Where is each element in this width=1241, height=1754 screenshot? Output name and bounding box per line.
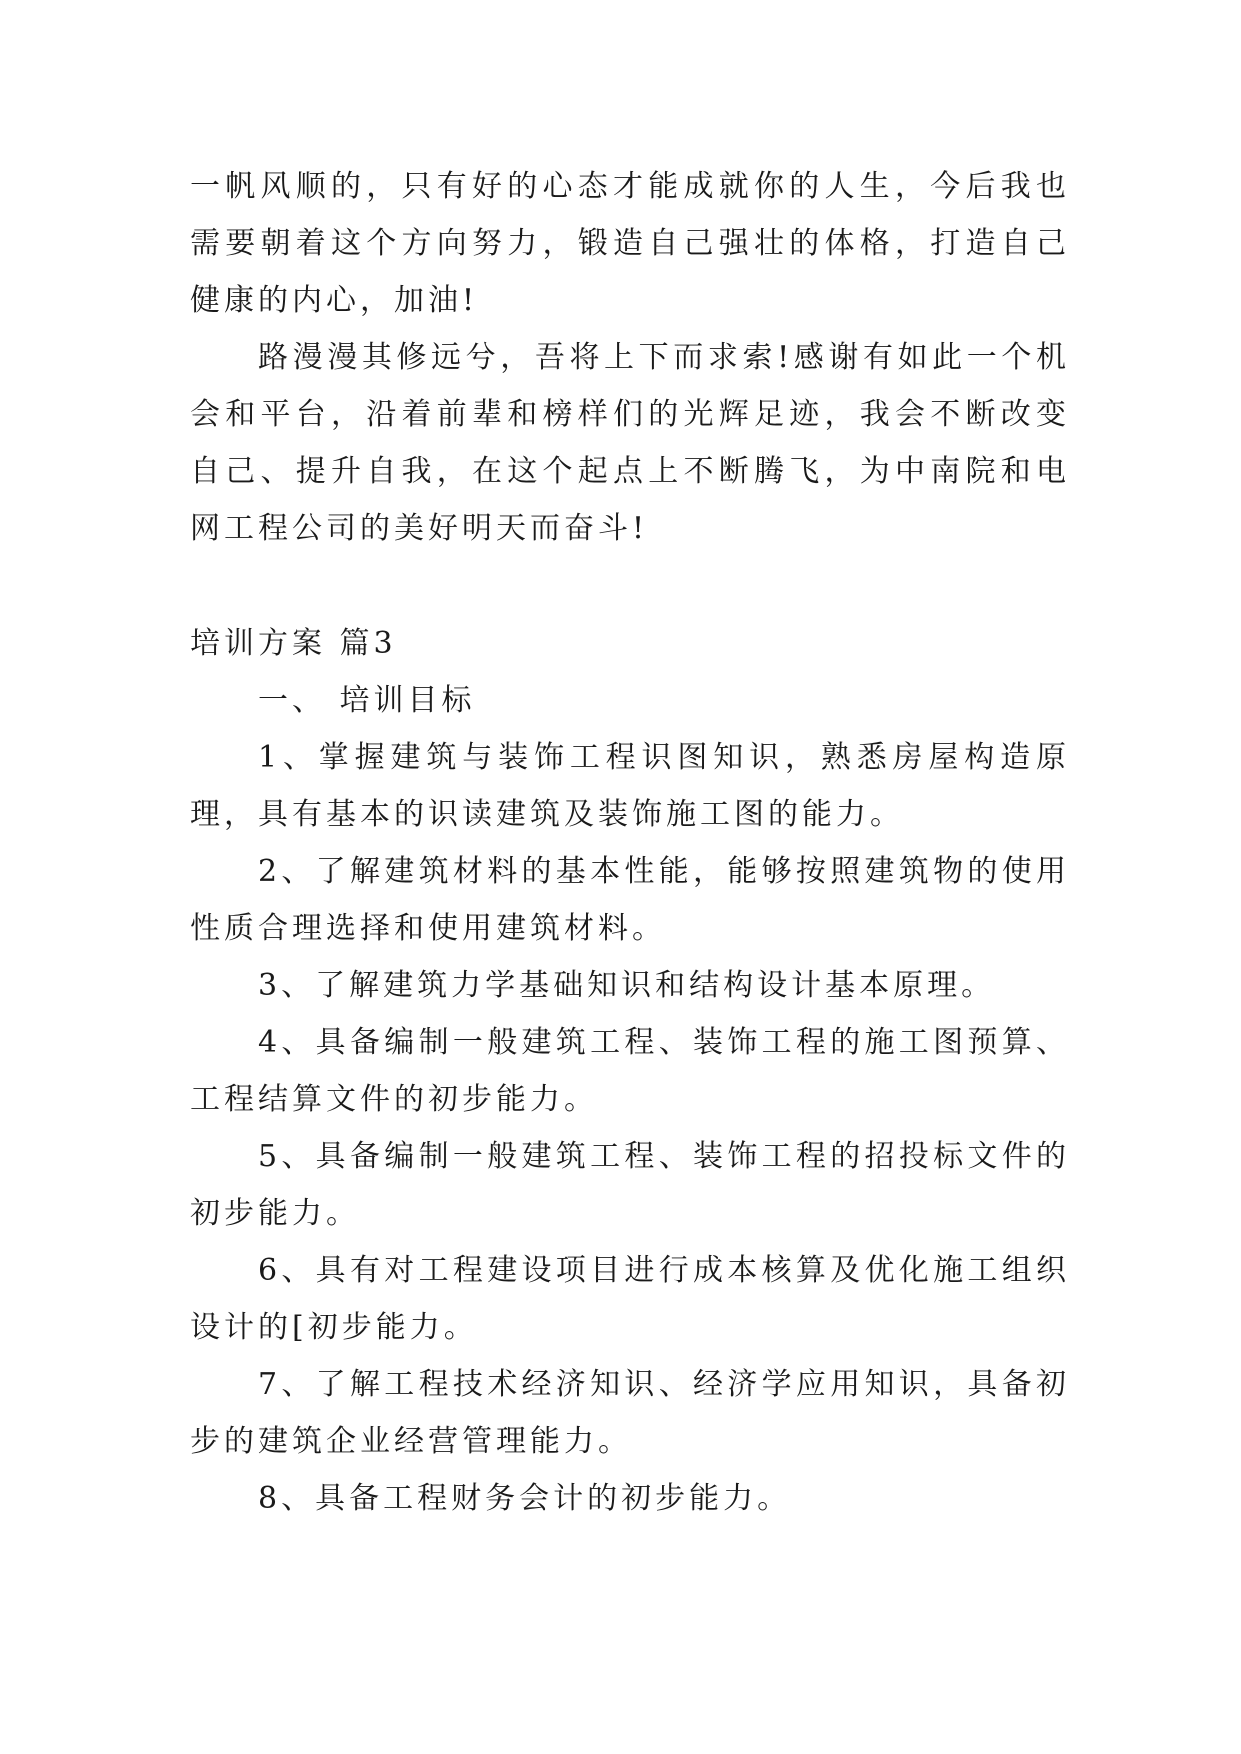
list-item: 1、掌握建筑与装饰工程识图知识，熟悉房屋构造原理，具有基本的识读建筑及装饰施工图的能力。 <box>190 740 1070 832</box>
list-item: 3、了解建筑力学基础知识和结构设计基本原理。 <box>258 968 996 1003</box>
list-item: 8、具备工程财务会计的初步能力。 <box>258 1481 792 1516</box>
section-title: 培训方案 篇3 <box>190 626 397 661</box>
list-item: 2、了解建筑材料的基本性能，能够按照建筑物的使用性质合理选择和使用建筑材料。 <box>190 854 1070 946</box>
intro-paragraph-1: 一帆风顺的，只有好的心态才能成就你的人生，今后我也需要朝着这个方向努力，锻造自己强壮的体格，打造自己健康的内心，加油! <box>190 169 1070 318</box>
section-subtitle: 一、 培训目标 <box>258 683 476 718</box>
list-item: 6、具有对工程建设项目进行成本核算及优化施工组织设计的[初步能力。 <box>190 1253 1070 1345</box>
list-item: 7、了解工程技术经济知识、经济学应用知识，具备初步的建筑企业经营管理能力。 <box>190 1367 1070 1459</box>
list-item: 4、具备编制一般建筑工程、装饰工程的施工图预算、工程结算文件的初步能力。 <box>190 1025 1070 1117</box>
list-item: 5、具备编制一般建筑工程、装饰工程的招投标文件的初步能力。 <box>190 1139 1070 1231</box>
document-body <box>190 158 1070 1527</box>
intro-paragraph-2: 路漫漫其修远兮，吾将上下而求索!感谢有如此一个机会和平台，沿着前辈和榜样们的光辉足迹，我会不断改变自己、提升自我，在这个起点上不断腾飞，为中南院和电网工程公司的美好明天而奋斗! <box>190 340 1070 546</box>
